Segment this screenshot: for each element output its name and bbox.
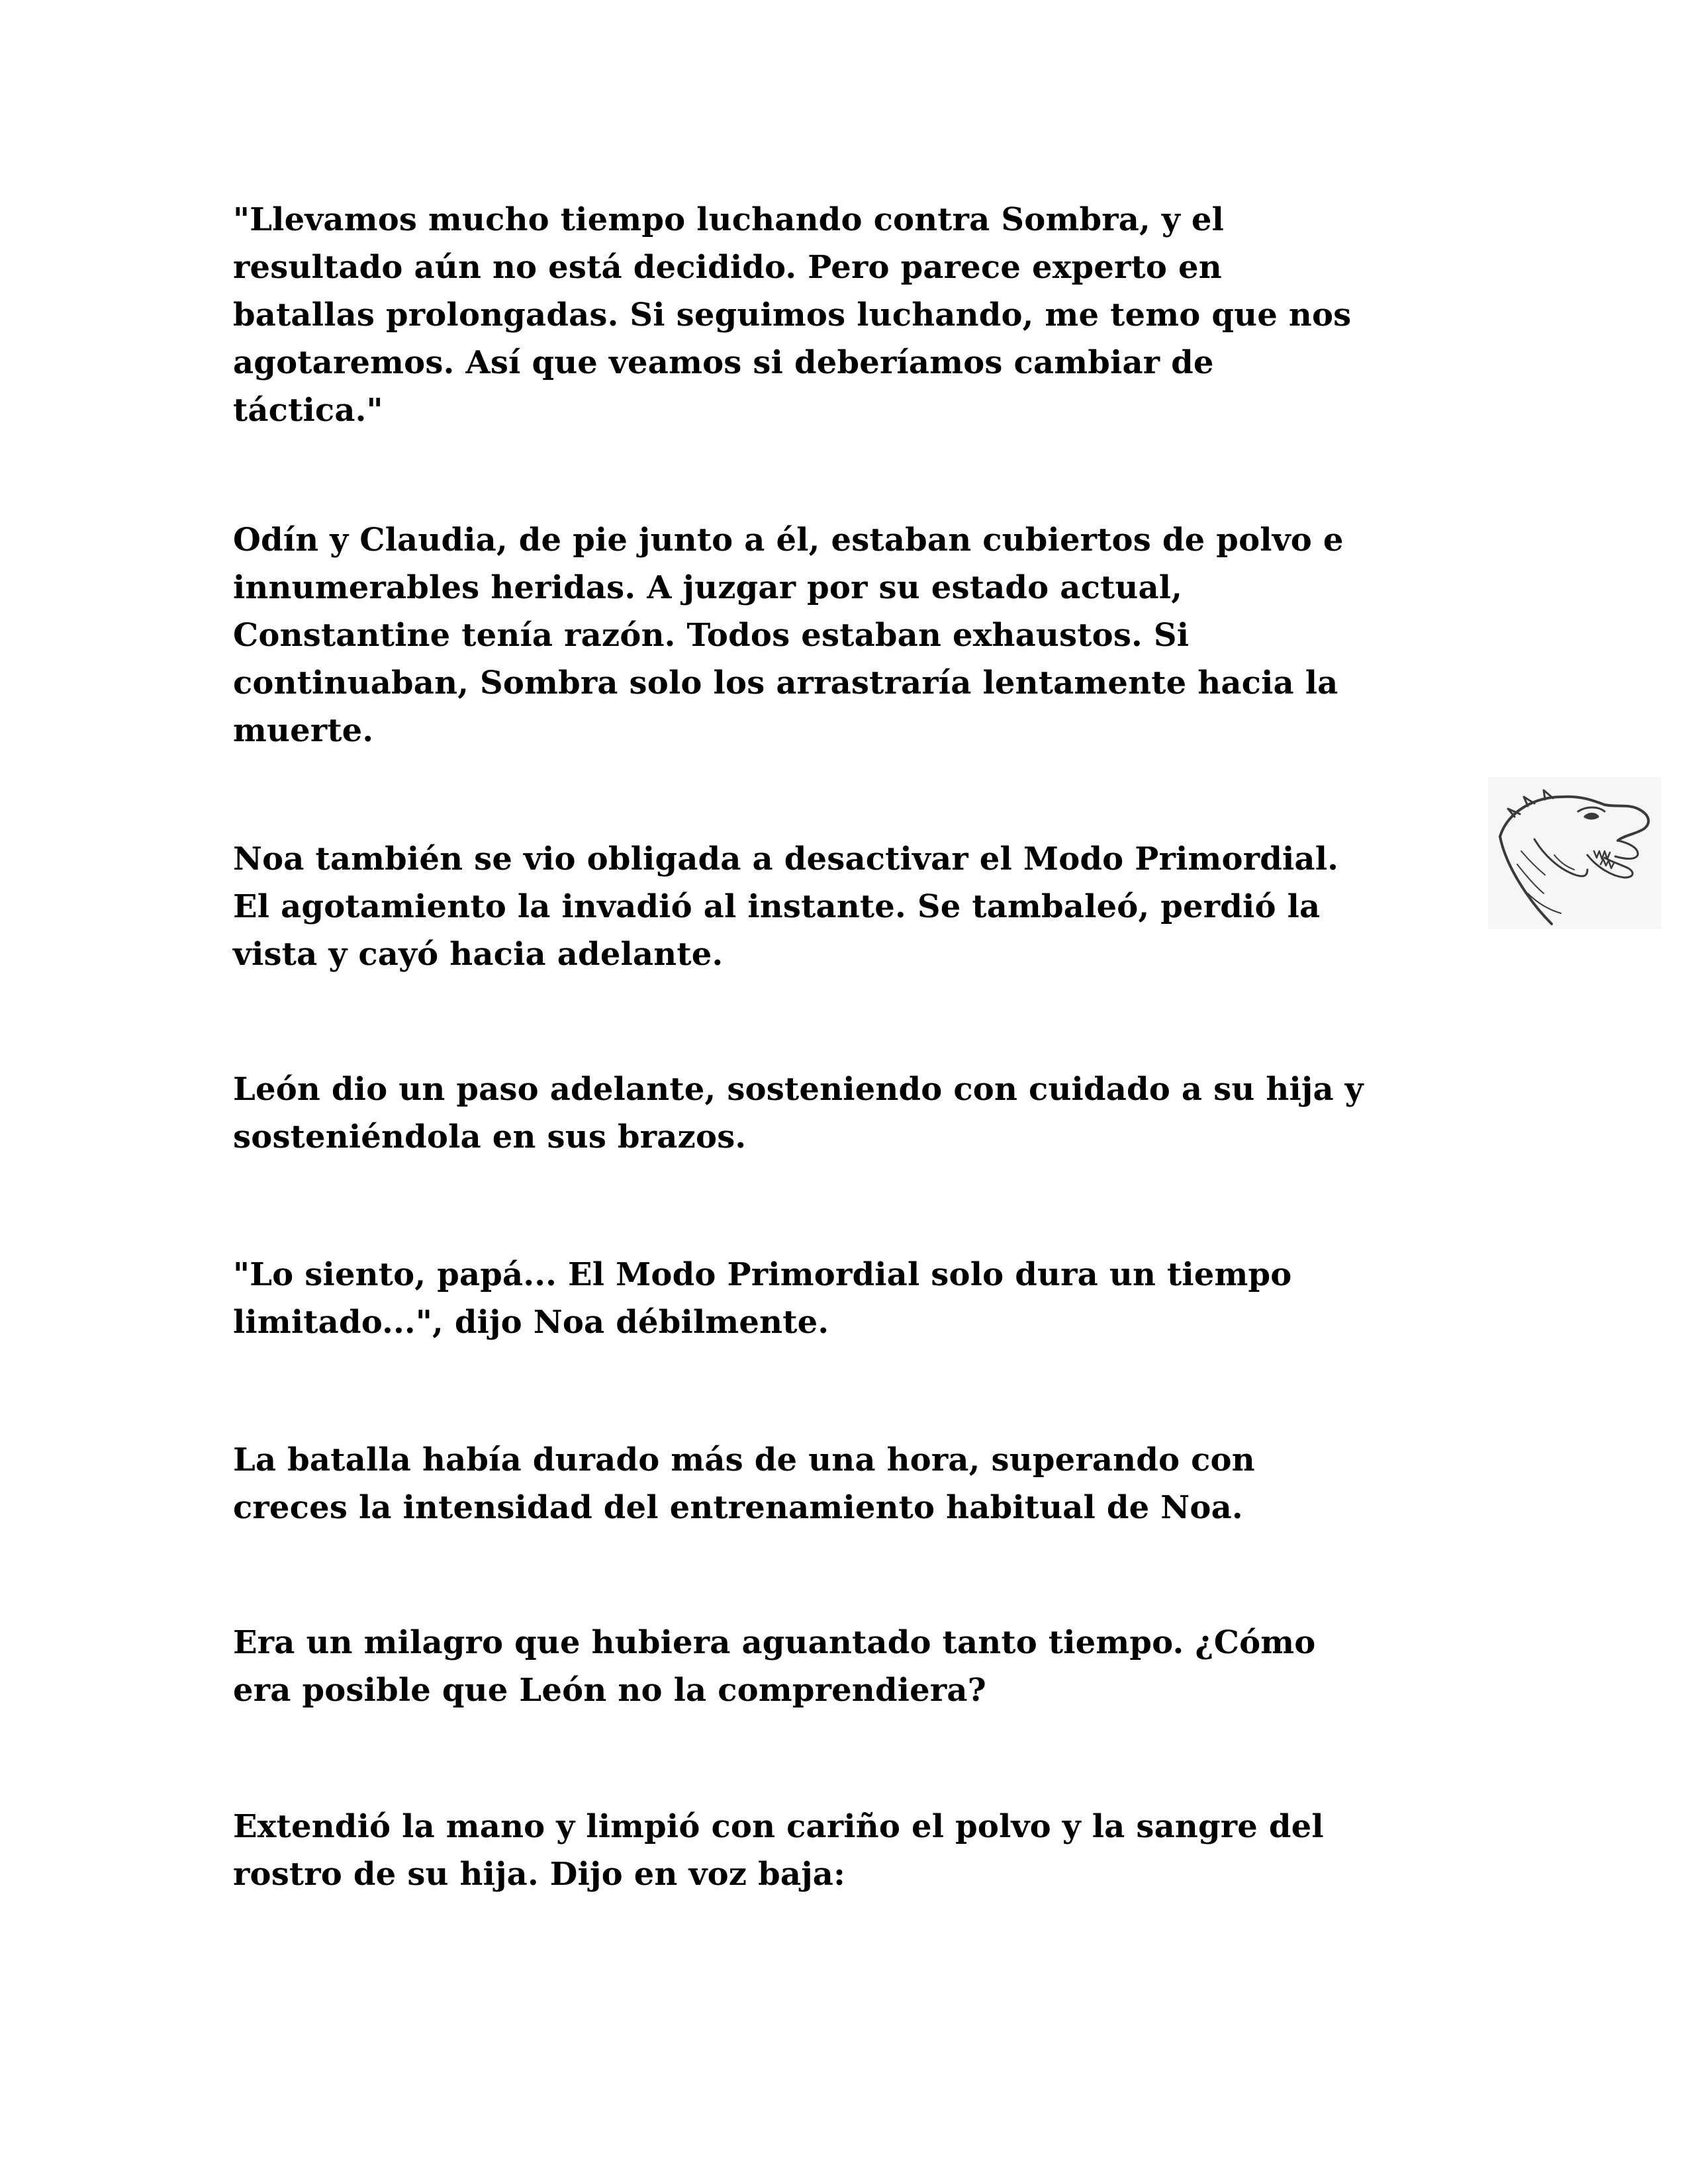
- paragraph-7: [233, 1619, 1477, 1714]
- paragraph-line: Odín y Claudia, de pie junto a él, estaban cubiertos de polvo e: [233, 522, 1344, 559]
- paragraph-1: [233, 196, 1477, 434]
- paragraph-line: continuaban, Sombra solo los arrastraría lentamente hacia la: [233, 664, 1338, 702]
- paragraph-line: La batalla había durado más de una hora, superando con: [233, 1441, 1255, 1479]
- paragraph-line: El agotamiento la invadió al instante. Se tambaleó, perdió la: [233, 888, 1321, 925]
- paragraph-line: muerte.: [233, 712, 374, 749]
- paragraph-line: batallas prolongadas. Si seguimos luchando, me temo que nos: [233, 296, 1352, 334]
- paragraph-4: [233, 1066, 1477, 1161]
- paragraph-line: táctica.": [233, 392, 383, 429]
- paragraph-line: "Lo siento, papá... El Modo Primordial solo dura un tiempo: [233, 1256, 1292, 1293]
- paragraph-line: Noa también se vio obligada a desactivar el Modo Primordial.: [233, 841, 1339, 878]
- paragraph-3: [233, 835, 1477, 978]
- paragraph-line: era posible que León no la comprendiera?: [233, 1672, 986, 1709]
- paragraph-8: [233, 1803, 1477, 1898]
- paragraph-line: innumerables heridas. A juzgar por su estado actual,: [233, 569, 1183, 606]
- paragraph-line: limitado...", dijo Noa débilmente.: [233, 1304, 829, 1341]
- paragraph-2: [233, 516, 1477, 754]
- paragraph-line: sosteniéndola en sus brazos.: [233, 1118, 747, 1156]
- paragraph-line: vista y cayó hacia adelante.: [233, 936, 724, 973]
- paragraph-line: "Llevamos mucho tiempo luchando contra Sombra, y el: [233, 201, 1225, 238]
- paragraph-line: Era un milagro que hubiera aguantado tanto tiempo. ¿Cómo: [233, 1624, 1316, 1661]
- paragraph-line: rostro de su hija. Dijo en voz baja:: [233, 1856, 846, 1893]
- paragraph-line: Extendió la mano y limpió con cariño el polvo y la sangre del: [233, 1808, 1324, 1845]
- paragraph-line: agotaremos. Así que veamos si deberíamos cambiar de: [233, 344, 1214, 381]
- dinosaur-sketch-icon: [1488, 777, 1662, 929]
- paragraph-line: León dio un paso adelante, sosteniendo con cuidado a su hija y: [233, 1071, 1364, 1108]
- paragraph-line: creces la intensidad del entrenamiento habitual de Noa.: [233, 1489, 1243, 1526]
- paragraph-line: resultado aún no está decidido. Pero parece experto en: [233, 249, 1222, 286]
- paragraph-line: Constantine tenía razón. Todos estaban exhaustos. Si: [233, 617, 1190, 654]
- paragraph-5: [233, 1251, 1477, 1346]
- paragraph-6: [233, 1436, 1477, 1531]
